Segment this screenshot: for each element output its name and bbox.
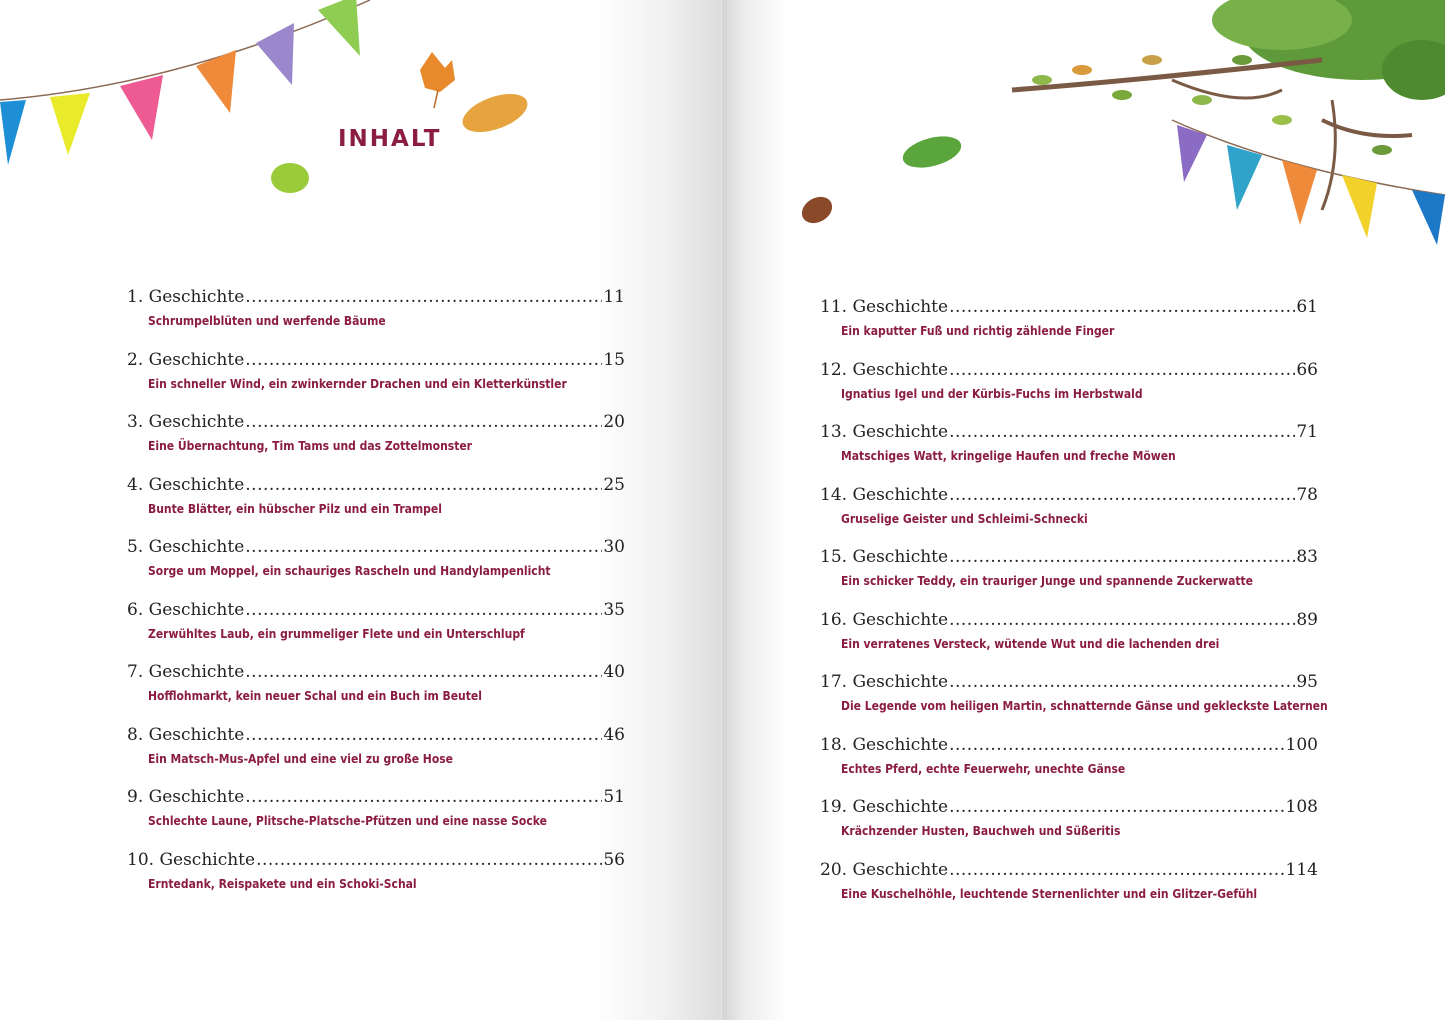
flag-blue <box>1412 190 1445 245</box>
entry-label: 8. Geschichte <box>127 724 245 745</box>
toc-entry[interactable] <box>127 348 625 411</box>
entry-page-number: 61 <box>1296 297 1318 317</box>
leader-dots <box>949 420 1295 444</box>
entry-label: 10. Geschichte <box>127 849 256 870</box>
leader-dots <box>245 473 602 497</box>
entry-label: 9. Geschichte <box>127 787 245 807</box>
entry-subtitle: Hofflohmarkt, kein neuer Schal und ein Buch im Beutel <box>148 689 482 703</box>
entry-label: 6. Geschichte <box>127 599 245 620</box>
entry-page-number: 15 <box>603 349 625 370</box>
leaf-green <box>271 163 309 193</box>
entry-label: 17. Geschichte <box>820 672 949 692</box>
leader-dots <box>245 785 602 809</box>
entry-page-number: 78 <box>1296 484 1318 505</box>
flag-green <box>318 0 360 56</box>
entry-label: 16. Geschichte <box>820 609 949 630</box>
entry-label: 20. Geschichte <box>820 859 949 880</box>
entry-subtitle: Ein Matsch-Mus-Apfel und eine viel zu große Hose <box>148 751 454 766</box>
entry-subtitle: Ignatius Igel und der Kürbis-Fuchs im Herbstwald <box>841 386 1143 401</box>
entry-subtitle: Gruselige Geister und Schleimi-Schnecki <box>841 511 1088 526</box>
entry-label: 7. Geschichte <box>127 662 245 682</box>
leader-dots <box>949 733 1284 757</box>
leader-dots <box>949 670 1295 694</box>
entry-subtitle: Ein verratenes Versteck, wütende Wut und die lachenden drei <box>841 636 1220 651</box>
flag-blue <box>0 100 26 165</box>
entry-page-number: 95 <box>1296 672 1318 692</box>
leader-dots <box>949 858 1284 882</box>
toc-entry[interactable] <box>820 358 1318 421</box>
leader-dots <box>245 410 602 434</box>
entry-page-number: 20 <box>603 412 625 432</box>
flag-orange <box>196 50 236 113</box>
flag-teal <box>1227 145 1262 210</box>
entry-page-number: 71 <box>1296 422 1318 442</box>
entry-subtitle: Eine Übernachtung, Tim Tams und das Zottelmonster <box>148 439 473 453</box>
entry-subtitle: Schlechte Laune, Plitsche-Platsche-Pfützen und eine nasse Socke <box>148 814 547 828</box>
leader-dots <box>245 348 602 372</box>
toc-entry[interactable] <box>820 733 1318 796</box>
flag-yellow <box>1342 175 1377 238</box>
toc-entry[interactable] <box>820 545 1318 608</box>
toc-entry[interactable] <box>127 598 625 661</box>
toc-entry[interactable] <box>127 285 625 348</box>
entry-subtitle: Erntedank, Reispakete und ein Schoki-Schal <box>148 876 417 891</box>
entry-subtitle: Krächzender Husten, Bauchweh und Süßeritis <box>841 824 1121 838</box>
entry-subtitle: Ein kaputter Fuß und richtig zählende Finger <box>841 324 1115 338</box>
toc-entry[interactable] <box>820 795 1318 858</box>
leaf-green <box>899 131 964 174</box>
entry-label: 12. Geschichte <box>820 359 949 380</box>
entry-label: 15. Geschichte <box>820 547 949 567</box>
leader-dots <box>949 295 1295 319</box>
entry-page-number: 56 <box>603 849 625 870</box>
maple-leaf-orange <box>420 52 455 92</box>
leader-dots <box>245 723 602 747</box>
toc-entry[interactable] <box>820 858 1318 921</box>
toc-entry[interactable] <box>820 295 1318 358</box>
entry-label: 3. Geschichte <box>127 412 245 432</box>
entry-subtitle: Eine Kuschelhöhle, leuchtende Sternenlichter und ein Glitzer-Gefühl <box>841 886 1258 901</box>
leader-dots <box>949 358 1295 382</box>
entry-subtitle: Ein schneller Wind, ein zwinkernder Drachen und ein Kletterkünstler <box>148 376 567 391</box>
entry-label: 14. Geschichte <box>820 484 949 505</box>
entry-label: 13. Geschichte <box>820 422 949 442</box>
leader-dots <box>245 598 602 622</box>
entry-label: 2. Geschichte <box>127 349 245 370</box>
toc-left-column <box>127 285 625 910</box>
entry-page-number: 100 <box>1285 734 1318 755</box>
entry-page-number: 108 <box>1285 797 1318 817</box>
entry-page-number: 30 <box>603 537 625 557</box>
entry-page-number: 40 <box>603 662 625 682</box>
leader-dots <box>245 660 602 684</box>
leader-dots <box>245 535 602 559</box>
flag-pink <box>120 75 163 140</box>
toc-right-column <box>820 295 1328 920</box>
toc-entry[interactable] <box>820 483 1318 546</box>
flag-purple <box>256 23 294 85</box>
entry-subtitle: Ein schicker Teddy, ein trauriger Junge und spannende Zuckerwatte <box>841 574 1254 588</box>
oak-leaf-orange <box>458 86 533 139</box>
entry-label: 1. Geschichte <box>127 287 245 307</box>
entry-page-number: 83 <box>1296 547 1318 567</box>
entry-subtitle: Bunte Blätter, ein hübscher Pilz und ein Trampel <box>148 501 442 516</box>
entry-page-number: 89 <box>1296 609 1318 630</box>
entry-label: 5. Geschichte <box>127 537 245 557</box>
entry-subtitle: Schrumpelblüten und werfende Bäume <box>148 314 386 328</box>
entry-subtitle: Die Legende vom heiligen Martin, schnatternde Gänse und gekleckste Laternen <box>841 699 1328 713</box>
leader-dots <box>949 545 1295 569</box>
leader-dots <box>256 848 602 872</box>
entry-label: 4. Geschichte <box>127 474 245 495</box>
entry-label: 19. Geschichte <box>820 797 949 817</box>
entry-subtitle: Zerwühltes Laub, ein grummeliger Flete und ein Unterschlupf <box>148 626 525 641</box>
oak-leaf-brown <box>797 192 837 229</box>
entry-page-number: 35 <box>603 599 625 620</box>
entry-subtitle: Echtes Pferd, echte Feuerwehr, unechte Gänse <box>841 761 1126 776</box>
toc-entry[interactable] <box>127 410 625 473</box>
entry-page-number: 114 <box>1285 859 1318 880</box>
flag-purple <box>1177 125 1207 182</box>
entry-label: 18. Geschichte <box>820 734 949 755</box>
entry-page-number: 51 <box>603 787 625 807</box>
toc-entry[interactable] <box>127 785 625 848</box>
entry-subtitle: Matschiges Watt, kringelige Haufen und freche Möwen <box>841 449 1176 463</box>
entry-page-number: 11 <box>603 287 625 307</box>
toc-entry[interactable] <box>820 608 1318 671</box>
leader-dots <box>949 795 1284 819</box>
tree-branch-illustration <box>722 0 1445 300</box>
leader-dots <box>949 608 1295 632</box>
toc-entry[interactable] <box>127 660 625 723</box>
right-page <box>722 0 1445 1020</box>
toc-entry[interactable] <box>127 473 625 536</box>
flag-yellow <box>50 93 90 155</box>
leader-dots <box>949 483 1295 507</box>
entry-page-number: 46 <box>603 724 625 745</box>
toc-entry[interactable] <box>820 670 1328 733</box>
entry-subtitle: Sorge um Moppel, ein schauriges Rascheln und Handylampenlicht <box>148 564 551 578</box>
branch <box>1012 60 1322 90</box>
toc-entry[interactable] <box>127 535 625 598</box>
toc-entry[interactable] <box>820 420 1318 483</box>
toc-entry[interactable] <box>127 723 625 786</box>
page-title: INHALT <box>338 126 442 152</box>
entry-page-number: 66 <box>1296 359 1318 380</box>
left-page <box>0 0 722 1020</box>
entry-label: 11. Geschichte <box>820 297 949 317</box>
toc-entry[interactable] <box>127 848 625 911</box>
flag-orange <box>1282 160 1317 225</box>
leader-dots <box>245 285 602 309</box>
entry-page-number: 25 <box>603 474 625 495</box>
